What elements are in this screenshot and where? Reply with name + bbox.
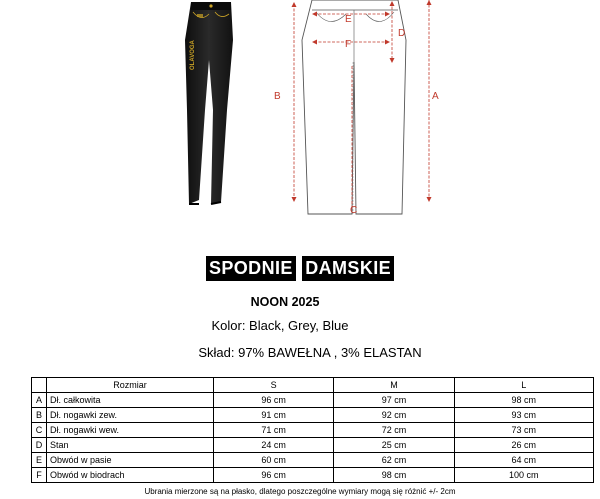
- row-letter: D: [32, 438, 47, 453]
- row-s: 96 cm: [214, 393, 334, 408]
- row-l: 64 cm: [454, 453, 593, 468]
- row-letter: E: [32, 453, 47, 468]
- table-header-row: [32, 378, 594, 393]
- row-s: 91 cm: [214, 408, 334, 423]
- table-row: [32, 393, 594, 408]
- label-e-text: E: [345, 14, 352, 25]
- row-name: Dł. całkowita: [47, 393, 214, 408]
- row-m: 97 cm: [334, 393, 454, 408]
- label-d-text: D: [398, 28, 406, 39]
- label-a-text: A: [432, 91, 439, 102]
- size-table: [31, 377, 594, 483]
- row-l: 100 cm: [454, 468, 593, 483]
- row-s: 60 cm: [214, 453, 334, 468]
- measurement-diagram: [270, 0, 450, 222]
- header-size: Rozmiar: [47, 378, 214, 393]
- title-word-1: SPODNIE: [206, 256, 296, 281]
- row-m: 25 cm: [334, 438, 454, 453]
- header-letter: [32, 378, 47, 393]
- row-letter: F: [32, 468, 47, 483]
- label-b-text: B: [274, 91, 281, 102]
- model-name: NOON 2025: [250, 295, 320, 309]
- row-l: 26 cm: [454, 438, 593, 453]
- row-m: 62 cm: [334, 453, 454, 468]
- row-name: Dł. nogawki wew.: [47, 423, 214, 438]
- color-line: Kolor: Black, Grey, Blue: [211, 318, 349, 333]
- label-c-text: C: [350, 205, 358, 216]
- table-row: [32, 438, 594, 453]
- row-name: Stan: [47, 438, 214, 453]
- row-name: Obwód w pasie: [47, 453, 214, 468]
- row-s: 24 cm: [214, 438, 334, 453]
- title-word-2: DAMSKIE: [302, 256, 394, 281]
- row-l: 93 cm: [454, 408, 593, 423]
- header-s: S: [214, 378, 334, 393]
- table-row: [32, 453, 594, 468]
- row-name: Dł. nogawki zew.: [47, 408, 214, 423]
- row-m: 92 cm: [334, 408, 454, 423]
- row-l: 98 cm: [454, 393, 593, 408]
- product-photo: [175, 0, 265, 210]
- row-letter: C: [32, 423, 47, 438]
- row-letter: B: [32, 408, 47, 423]
- composition-line: Skład: 97% BAWEŁNA , 3% ELASTAN: [198, 345, 422, 360]
- row-m: 98 cm: [334, 468, 454, 483]
- row-s: 71 cm: [214, 423, 334, 438]
- row-name: Obwód w biodrach: [47, 468, 214, 483]
- row-l: 73 cm: [454, 423, 593, 438]
- table-row: [32, 468, 594, 483]
- measurement-note: Ubrania mierzone są na płasko, dlatego poszczególne wymiary mogą się różnić +/- 2cm: [144, 487, 456, 496]
- header-m: M: [334, 378, 454, 393]
- label-f-text: F: [345, 39, 352, 50]
- header-l: L: [454, 378, 593, 393]
- table-row: [32, 408, 594, 423]
- row-m: 72 cm: [334, 423, 454, 438]
- row-s: 96 cm: [214, 468, 334, 483]
- table-row: [32, 423, 594, 438]
- product-title: [0, 256, 600, 281]
- photo-brand-text: OLAVOGA: [190, 40, 196, 70]
- row-letter: A: [32, 393, 47, 408]
